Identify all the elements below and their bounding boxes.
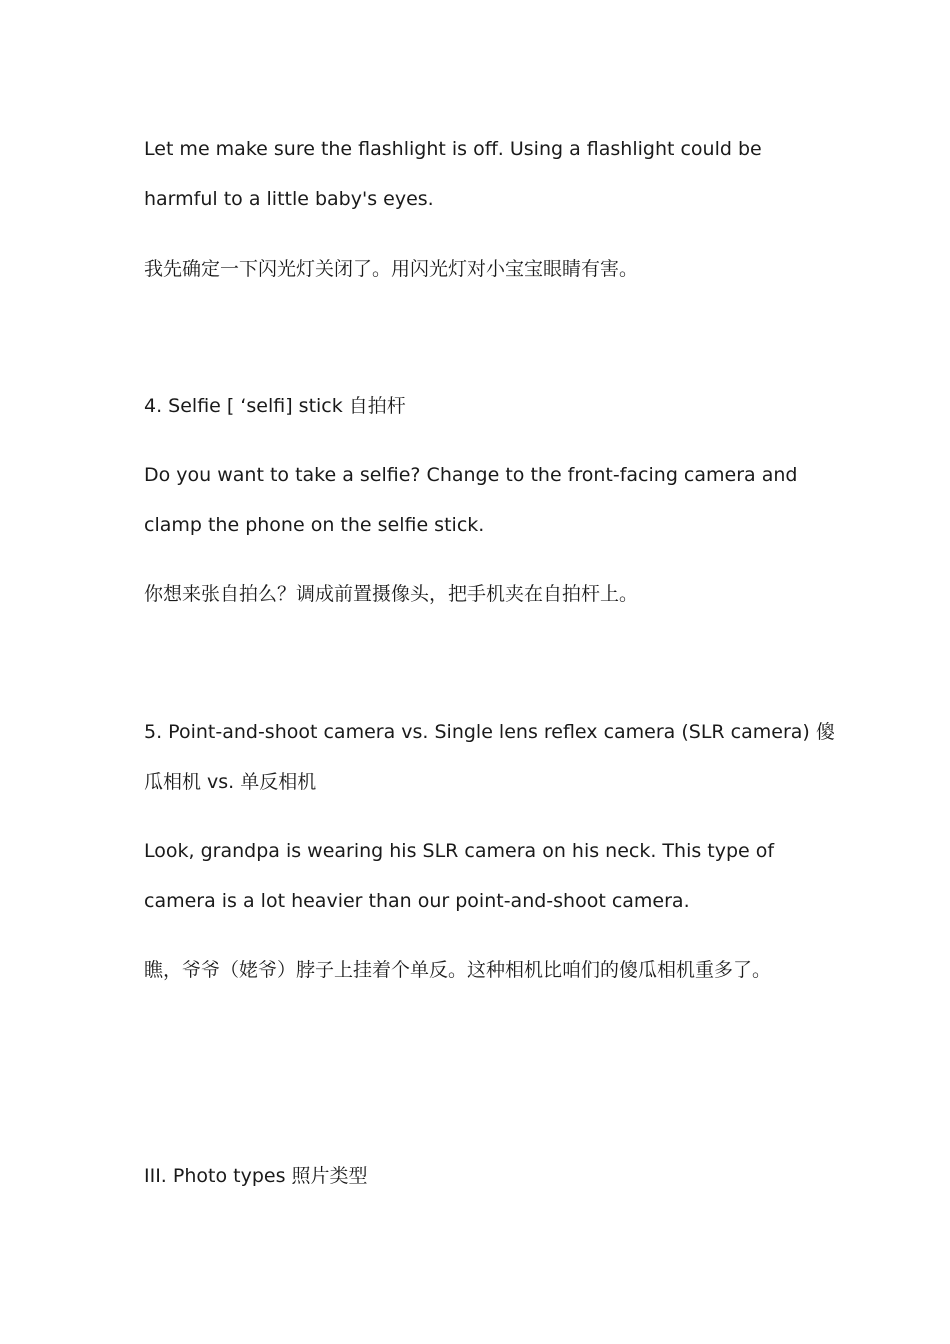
item-5-zh: 瞧，爷爷（姥爷）脖子上挂着个单反。这种相机比咱们的傻瓜相机重多了。 [144, 959, 772, 981]
paragraph-flashlight-zh: 我先确定一下闪光灯关闭了。用闪光灯对小宝宝眼睛有害。 [144, 258, 639, 280]
paragraph-flashlight-en-line-2: harmful to a little baby's eyes. [144, 188, 434, 210]
item-4-heading: 4. Selfie [ ‘selfi] stick 自拍杆 [144, 395, 406, 417]
section-heading-photo-types: III. Photo types 照片类型 [144, 1165, 368, 1187]
item-5-heading-line-1: 5. Point-and-shoot camera vs. Single lens reflex camera (SLR camera) 傻 [144, 721, 835, 743]
paragraph-flashlight-en-line-1: Let me make sure the flashlight is off. Using a flashlight could be [144, 138, 762, 160]
item-4-en-line-2: clamp the phone on the selfie stick. [144, 514, 485, 536]
item-4-en-line-1: Do you want to take a selfie? Change to the front-facing camera and [144, 464, 798, 486]
item-5-heading-line-2: 瓜相机 vs. 单反相机 [144, 771, 317, 793]
item-5-en-line-2: camera is a lot heavier than our point-and-shoot camera. [144, 890, 690, 912]
item-5-en-line-1: Look, grandpa is wearing his SLR camera on his neck. This type of [144, 840, 775, 862]
item-4-zh: 你想来张自拍么？调成前置摄像头，把手机夹在自拍杆上。 [144, 583, 639, 605]
